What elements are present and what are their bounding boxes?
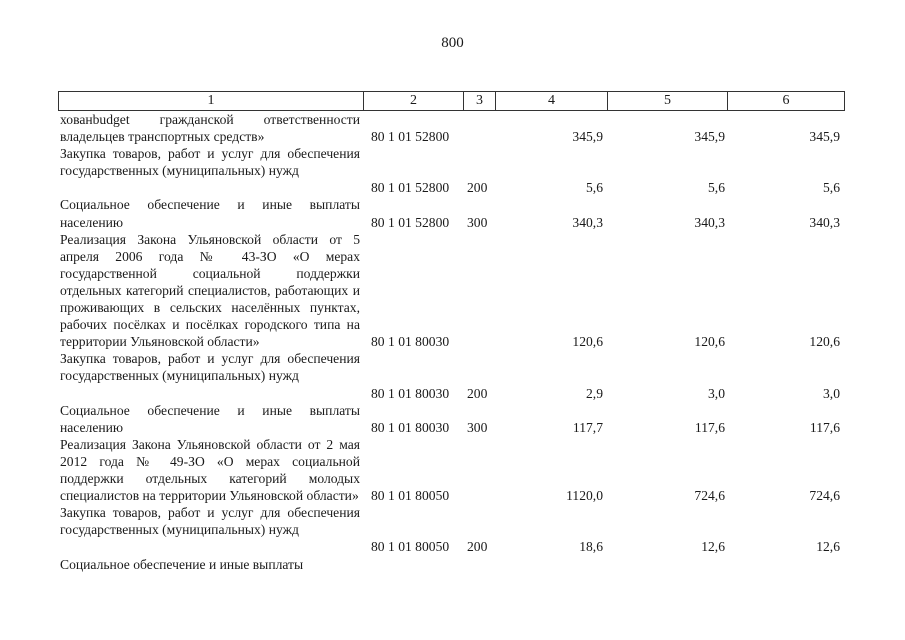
- row-expense-type: 300: [467, 214, 488, 230]
- row-value-col4: 18,6: [579, 539, 603, 555]
- row-value-col5: 340,3: [694, 214, 725, 230]
- header-col-6: 6: [782, 93, 790, 108]
- row-value-col4: 5,6: [586, 180, 603, 196]
- row-value-col6: 117,6: [809, 419, 840, 435]
- row-value-col5: 12,6: [701, 539, 725, 555]
- header-col-3: 3: [464, 92, 496, 110]
- row-value-col5: 3,0: [708, 385, 725, 401]
- row-value-col6: 3,0: [823, 385, 840, 401]
- row-expense-type: 200: [467, 385, 488, 401]
- table-row: [0, 556, 905, 573]
- table-row: [0, 350, 905, 401]
- row-description: Закупка товаров, работ и услуг для обеспечения государственных (муниципальных) нужд: [60, 351, 360, 384]
- row-description: Закупка товаров, работ и услуг для обеспечения государственных (муниципальных) нужд: [60, 146, 360, 179]
- header-col-2: 2: [364, 92, 464, 110]
- table-row: [0, 402, 905, 436]
- row-description: Социальное обеспечение и иные выплаты населению: [60, 402, 360, 435]
- row-description: Реализация Закона Ульяновской области от 5 апреля 2006 года № 43-ЗО «О мерах государственной социальной поддержки отдельных категорий специалистов, работающих и проживающих в сельских населённых пунктах, рабочих посёлках и посёлках городского типа на территории Ульяновской области»: [60, 231, 360, 350]
- row-code: 80 1 01 80050: [371, 539, 450, 555]
- row-value-col6: 120,6: [809, 334, 840, 350]
- row-code: 80 1 01 80030: [371, 385, 450, 401]
- header-col-5: 5: [608, 92, 728, 110]
- row-value-col6: 724,6: [809, 488, 840, 504]
- row-value-col5: 5,6: [708, 180, 725, 196]
- row-description: Закупка товаров, работ и услуг для обеспечения государственных (муниципальных) нужд: [60, 505, 360, 538]
- row-code: 80 1 01 80030: [371, 334, 450, 350]
- row-code: 80 1 01 80030: [371, 419, 450, 435]
- row-value-col6: 5,6: [823, 180, 840, 196]
- row-expense-type: 200: [467, 180, 488, 196]
- row-description: хованbudget гражданской ответственности владельцев транспортных средств»: [60, 112, 360, 145]
- row-description: Социальное обеспечение и иные выплаты: [60, 556, 304, 572]
- row-code: 80 1 01 52800: [371, 180, 450, 196]
- row-value-col4: 120,6: [572, 334, 603, 350]
- row-value-col6: 340,3: [809, 214, 840, 230]
- row-value-col4: 345,9: [572, 129, 603, 145]
- row-value-col4: 1120,0: [566, 488, 603, 504]
- row-description: Реализация Закона Ульяновской области от 2 мая 2012 года № 49-ЗО «О мерах социальной поддержки отдельных категорий молодых специалистов на территории Ульяновской области»: [60, 436, 360, 504]
- table-row: [0, 231, 905, 351]
- table-row: [0, 145, 905, 196]
- header-col-1: 1: [59, 92, 364, 110]
- row-expense-type: 200: [467, 539, 488, 555]
- row-value-col4: 2,9: [586, 385, 603, 401]
- table-body: [0, 111, 905, 573]
- row-value-col5: 345,9: [694, 129, 725, 145]
- table-row: [0, 111, 905, 145]
- row-code: 80 1 01 80050: [371, 488, 450, 504]
- row-value-col6: 345,9: [809, 129, 840, 145]
- row-description: Социальное обеспечение и иные выплаты населению: [60, 197, 360, 230]
- row-value-col6: 12,6: [816, 539, 840, 555]
- row-value-col4: 117,7: [572, 419, 603, 435]
- row-value-col5: 117,6: [694, 419, 725, 435]
- row-code: 80 1 01 52800: [371, 214, 450, 230]
- row-expense-type: 300: [467, 419, 488, 435]
- table-row: [0, 196, 905, 230]
- table-row: [0, 436, 905, 504]
- page-number: 800: [441, 35, 464, 51]
- row-code: 80 1 01 52800: [371, 129, 450, 145]
- table-row: [0, 504, 905, 555]
- row-value-col4: 340,3: [572, 214, 603, 230]
- row-value-col5: 724,6: [694, 488, 725, 504]
- header-col-4: 4: [496, 92, 608, 110]
- table-header: [58, 91, 845, 111]
- row-value-col5: 120,6: [694, 334, 725, 350]
